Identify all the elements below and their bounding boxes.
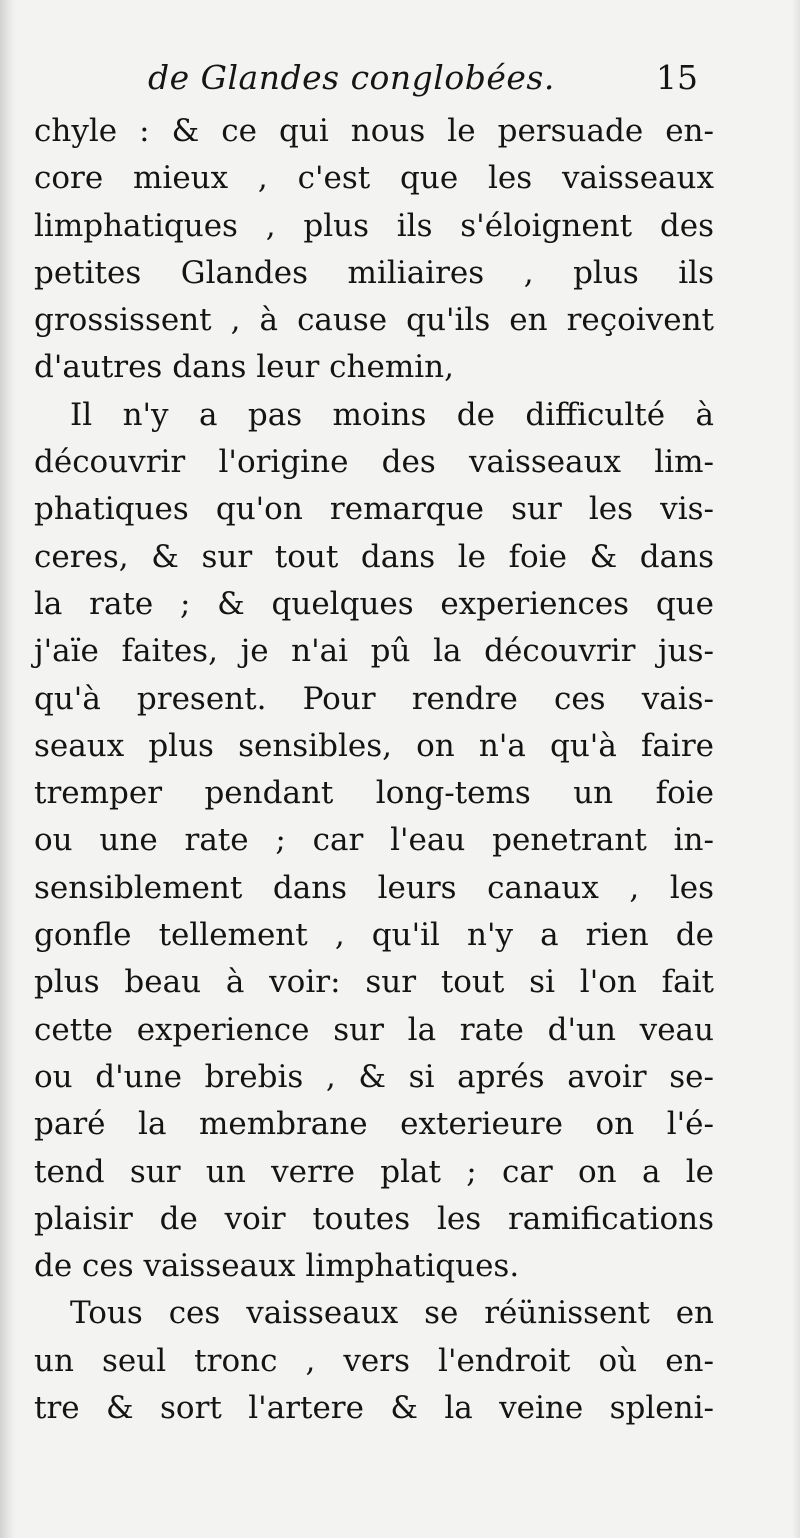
running-head: de Glandes conglobées.: [148, 58, 555, 97]
text-line: limphatiques , plus ils s'éloignent des: [34, 207, 714, 244]
body-text: [34, 108, 714, 1432]
text-line: core mieux , c'est que les vaisseaux: [34, 160, 714, 197]
text-line: tre & sort l'artere & la veine spleni-: [34, 1390, 714, 1427]
paragraph-start-line: Il n'y a pas moins de difficulté à: [70, 396, 714, 433]
page-number: 15: [656, 58, 698, 97]
text-line: qu'à present. Pour rendre ces vais-: [34, 680, 714, 717]
text-line: ou d'une brebis , & si aprés avoir se-: [34, 1058, 714, 1095]
text-line: tremper pendant long-tems un foie: [34, 775, 714, 812]
text-line: découvrir l'origine des vaisseaux lim-: [34, 444, 714, 481]
page-gutter-shadow: [0, 0, 16, 1538]
text-line: cette experience sur la rate d'un veau: [34, 1011, 714, 1048]
text-line: j'aïe faites, je n'ai pû la découvrir jus-: [34, 633, 714, 670]
text-line: la rate ; & quelques experiences que: [34, 585, 714, 622]
text-line: ou une rate ; car l'eau penetrant in-: [34, 822, 714, 859]
text-line: gonfle tellement , qu'il n'y a rien de: [34, 917, 714, 954]
text-line: seaux plus sensibles, on n'a qu'à faire: [34, 727, 714, 764]
text-line: petites Glandes miliaires , plus ils: [34, 254, 714, 291]
paragraph-end-line: d'autres dans leur chemin,: [34, 349, 454, 386]
text-line: plaisir de voir toutes les ramifications: [34, 1200, 714, 1237]
text-line: tend sur un verre plat ; car on a le: [34, 1153, 714, 1190]
text-line: chyle : & ce qui nous le persuade en-: [34, 113, 714, 149]
text-line: phatiques qu'on remarque sur les vis-: [34, 491, 714, 528]
paragraph-start-line: Tous ces vaisseaux se réünissent en: [70, 1295, 714, 1332]
text-line: grossissent , à cause qu'ils en reçoivent: [34, 302, 714, 339]
text-line: plus beau à voir: sur tout si l'on fait: [34, 964, 714, 1001]
text-line: paré la membrane exterieure on l'é-: [34, 1106, 714, 1143]
text-line: sensiblement dans leurs canaux , les: [34, 869, 714, 906]
text-line: un seul tronc , vers l'endroit où en-: [34, 1342, 714, 1379]
page-header: [0, 58, 800, 108]
paragraph-end-line: de ces vaisseaux limphatiques.: [34, 1248, 520, 1285]
text-line: ceres, & sur tout dans le foie & dans: [34, 538, 714, 575]
page-edge: [792, 0, 800, 1538]
